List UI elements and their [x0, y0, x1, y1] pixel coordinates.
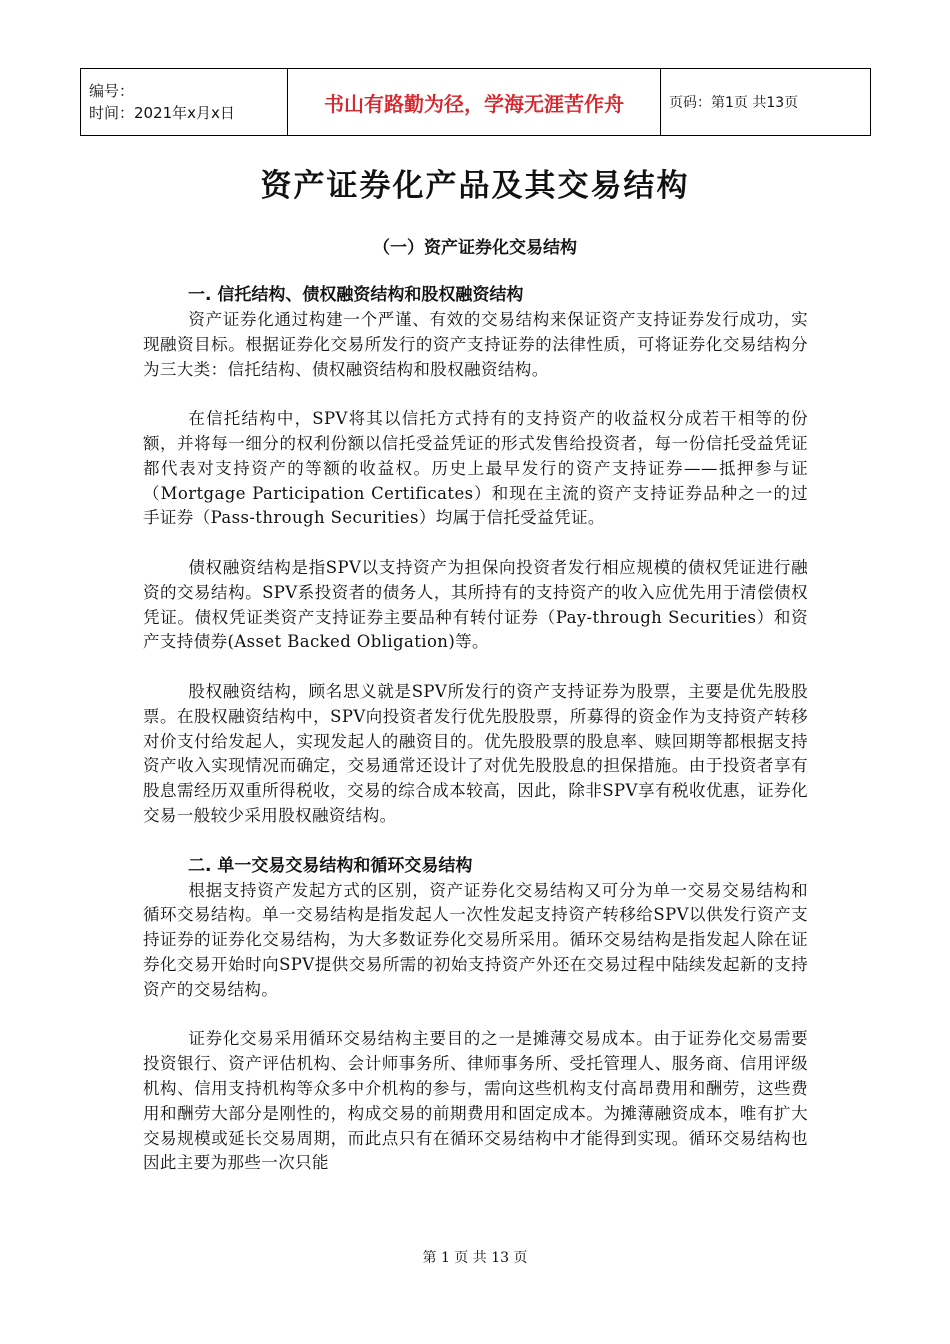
paragraph: 在信托结构中，SPV将其以信托方式持有的支持资产的收益权分成若干相等的份额，并将每一细分的权利份额以信托受益凭证的形式发售给投资者，每一份信托受益凭证都代表对支持资产的等额的收益权。历史上最早发行的资产支持证券——抵押参与证（Mortgage Participation Certificates）和现在主流的资产支持证券品种之一的过手证券（Pass-through Securities）均属于信托受益凭证。 [143, 409, 808, 528]
paragraph: 资产证券化通过构建一个严谨、有效的交易结构来保证资产支持证券发行成功，实现融资目标。根据证券化交易所发行的资产支持证券的法律性质，可将证券化交易结构分为三大类：信托结构、债权融资结构和股权融资结构。 [143, 310, 808, 379]
header-meta-cell [81, 69, 288, 136]
document-header-table [80, 68, 871, 136]
paragraph: 股权融资结构，顾名思义就是SPV所发行的资产支持证券为股票，主要是优先股股票。在股权融资结构中，SPV向投资者发行优先股股票，所募得的资金作为支持资产转移对价支付给发起人，实现发起人的融资目的。优先股股票的股息率、赎回期等都根据支持资产收入实现情况而确定，交易通常还设计了对优先股股息的担保措施。由于投资者享有股息需经历双重所得税收，交易的综合成本较高，因此，除非SPV享有税收优惠，证券化交易一般较少采用股权融资结构。 [143, 681, 808, 825]
section-heading: 一. 信托结构、债权融资结构和股权融资结构 [188, 285, 524, 305]
paragraph: 证券化交易采用循环交易结构主要目的之一是摊薄交易成本。由于证券化交易需要投资银行、资产评估机构、会计师事务所、律师事务所、受托管理人、服务商、信用评级机构、信用支持机构等众多中介机构的参与，需向这些机构支付高昂费用和酬劳，这些费用和酬劳大部分是刚性的，构成交易的前期费用和固定成本。为摊薄融资成本，唯有扩大交易规模或延长交易周期，而此点只有在循环交易结构中才能得到实现。循环交易结构也因此主要为那些一次只能 [143, 1029, 808, 1173]
document-subtitle: （一）资产证券化交易结构 [373, 238, 577, 258]
page-footer: 第 1 页 共 13 页 [422, 1250, 528, 1266]
header-page-info: 页码：第1页 共13页 [661, 69, 871, 136]
document-body [143, 283, 808, 1176]
time-label: 时间：2021年x月x日 [89, 104, 235, 122]
section-heading: 二. 单一交易交易结构和循环交易结构 [188, 855, 473, 876]
header-motto: 书山有路勤为径，学海无涯苦作舟 [288, 69, 661, 136]
paragraph: 债权融资结构是指SPV以支持资产为担保向投资者发行相应规模的债权凭证进行融资的交易结构。SPV系投资者的债务人，其所持有的支持资产的收入应优先用于清偿债权凭证。债权凭证类资产支持证券主要品种有转付证券（Pay-through Securities）和资产支持债券(Asset Backed Obligation)等。 [143, 557, 808, 652]
serial-number-label: 编号： [89, 82, 135, 100]
document-title: 资产证券化产品及其交易结构 [260, 168, 690, 204]
paragraph: 根据支持资产发起方式的区别，资产证券化交易结构又可分为单一交易交易结构和循环交易结构。单一交易结构是指发起人一次性发起支持资产转移给SPV以供发行资产支持证券的证券化交易结构，为大多数证券化交易所采用。循环交易结构是指发起人除在证券化交易开始时向SPV提供交易所需的初始支持资产外还在交易过程中陆续发起新的支持资产的交易结构。 [143, 880, 808, 999]
